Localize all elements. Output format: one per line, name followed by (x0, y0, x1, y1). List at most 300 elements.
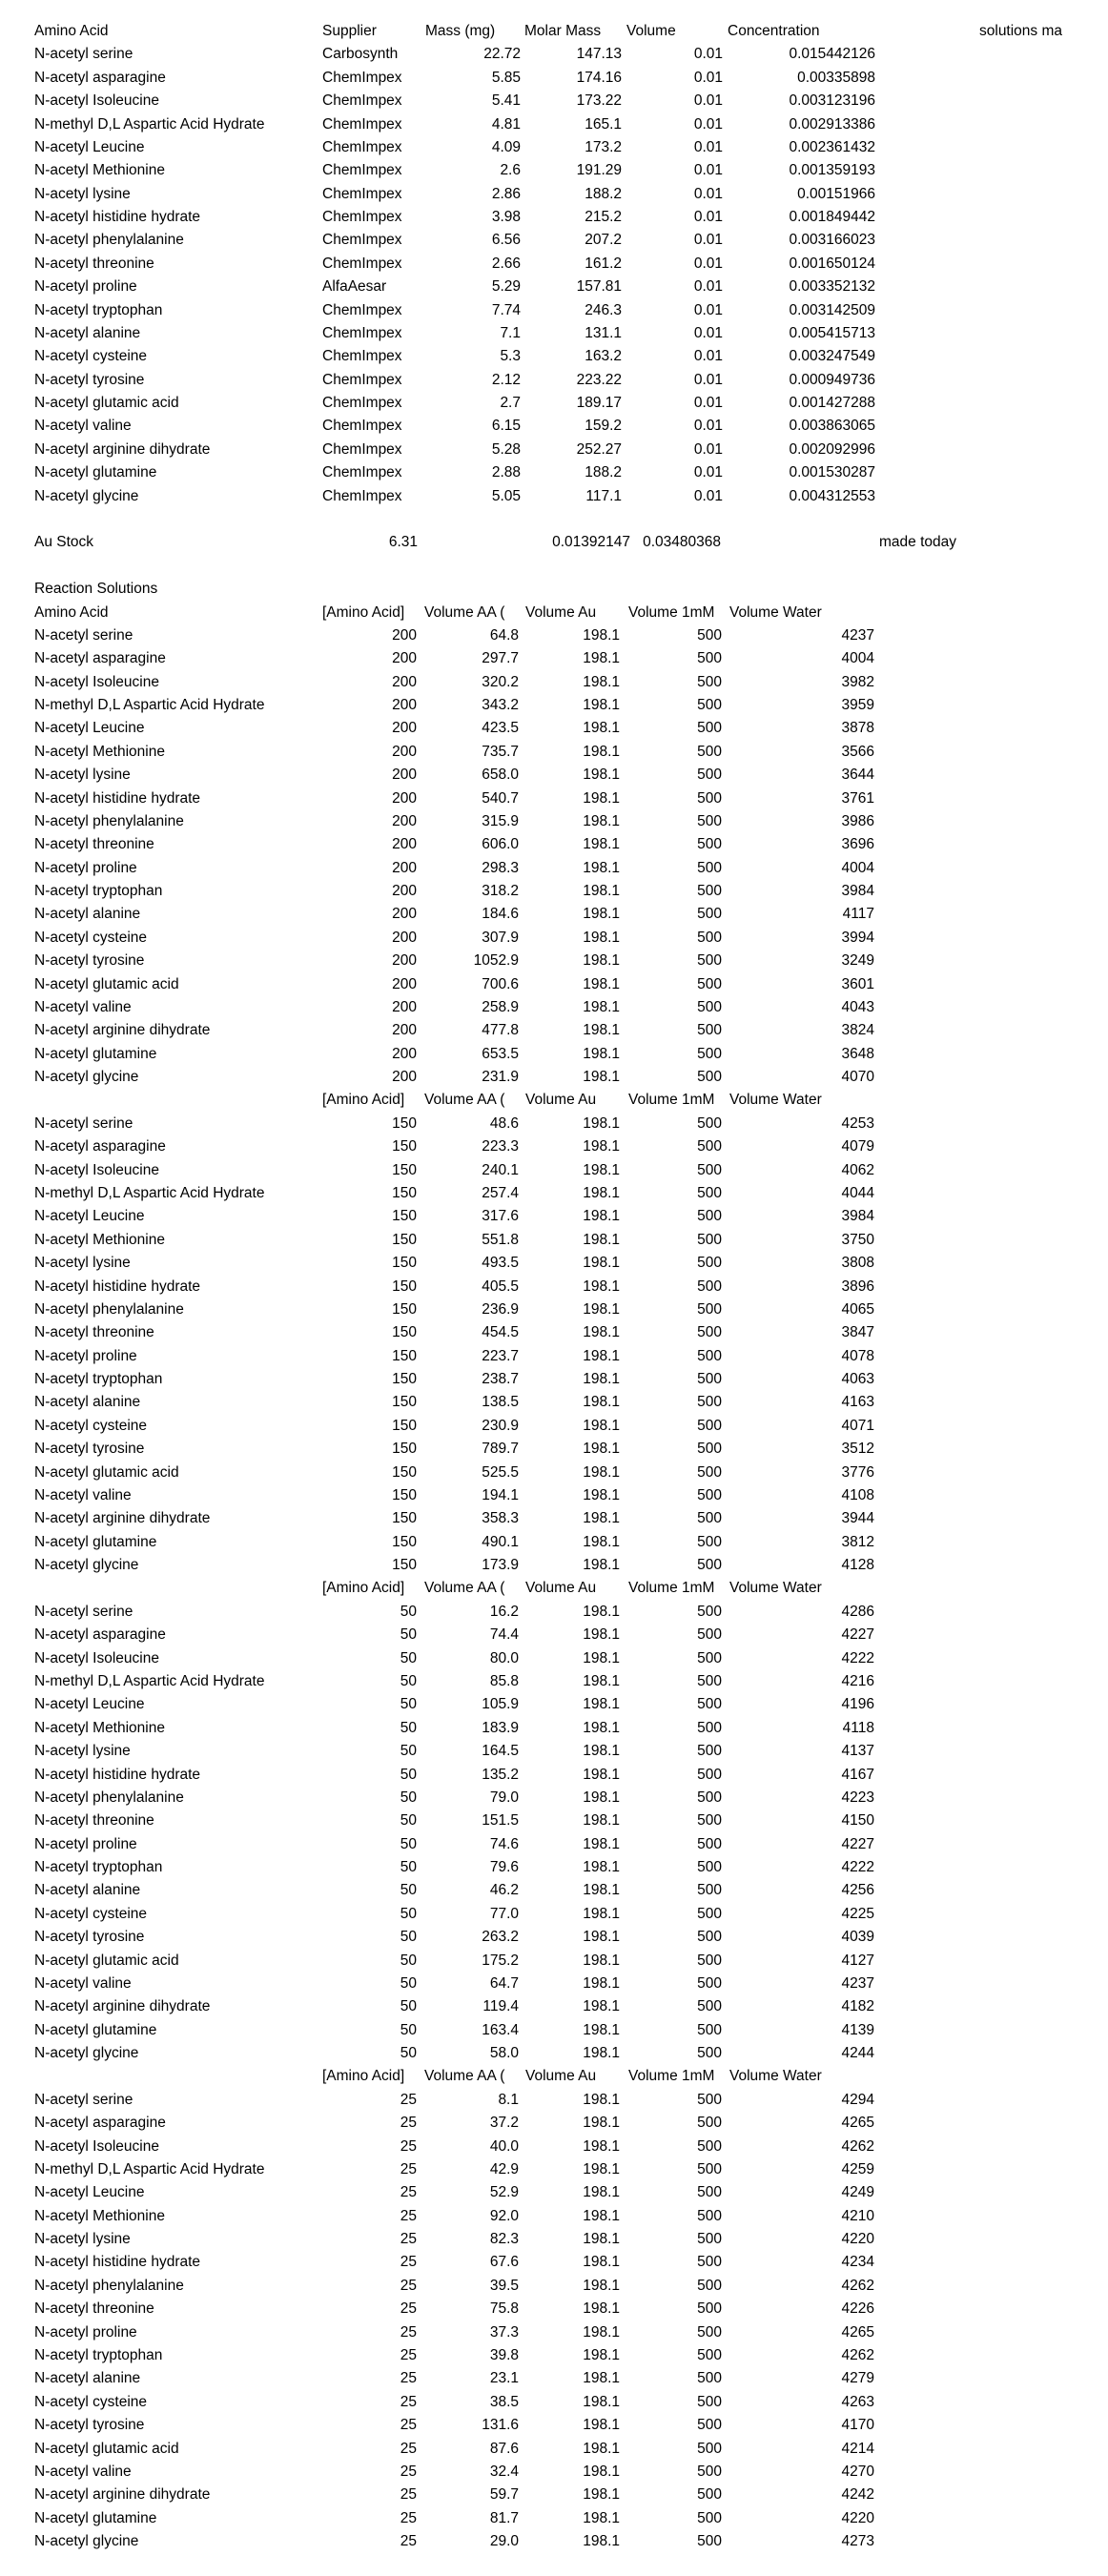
cell-volume-aa[interactable]: 82.3 (489, 2231, 519, 2248)
cell-volume-aa[interactable]: 551.8 (482, 1231, 519, 1248)
cell-amino-acid[interactable]: N-acetyl Leucine (34, 1208, 145, 1225)
cell-concentration[interactable]: 0.00335898 (797, 69, 875, 86)
cell-amino-acid[interactable]: N-acetyl glycine (34, 2045, 139, 2062)
cell-volume-aa[interactable]: 74.6 (489, 1835, 519, 1852)
cell-volume-1mm[interactable]: 500 (697, 2091, 722, 2108)
cell-volume-1mm[interactable]: 500 (697, 2137, 722, 2155)
cell-aa-concentration[interactable]: 200 (392, 1069, 417, 1086)
cell-aa-concentration[interactable]: 200 (392, 626, 417, 644)
cell-volume-1mm[interactable]: 500 (697, 998, 722, 1015)
cell-volume-1mm[interactable]: 500 (697, 1138, 722, 1155)
cell-volume-water[interactable]: 3249 (841, 952, 874, 970)
cell-volume-1mm[interactable]: 500 (697, 1974, 722, 1992)
cell-volume-1mm[interactable]: 500 (697, 2463, 722, 2480)
cell-volume-1mm[interactable]: 500 (697, 1208, 722, 1225)
cell-volume-water[interactable]: 4063 (841, 1371, 874, 1388)
cell-volume-water[interactable]: 4108 (841, 1486, 874, 1503)
cell-volume-1mm[interactable]: 500 (697, 1766, 722, 1783)
cell-amino-acid[interactable]: N-acetyl serine (34, 46, 133, 63)
cell-volume-water[interactable]: 4249 (841, 2184, 874, 2201)
cell-volume-water[interactable]: 3601 (841, 975, 874, 992)
cell-volume-au[interactable]: 198.1 (583, 1114, 620, 1132)
cell-amino-acid[interactable]: N-acetyl asparagine (34, 69, 166, 86)
cell-volume-water[interactable]: 4137 (841, 1743, 874, 1760)
cell-volume-water[interactable]: 4216 (841, 1672, 874, 1689)
cell-volume-1mm[interactable]: 500 (697, 1371, 722, 1388)
cell-concentration[interactable]: 0.001530287 (789, 464, 875, 481)
cell-volume-au[interactable]: 198.1 (583, 2533, 620, 2550)
cell-volume[interactable]: 0.01 (693, 209, 723, 226)
cell-aa-concentration[interactable]: 25 (400, 2486, 417, 2504)
cell-aa-concentration[interactable]: 50 (400, 1952, 417, 1969)
cell-volume-1mm[interactable]: 500 (697, 883, 722, 900)
cell-aa-concentration[interactable]: 50 (400, 1603, 417, 1620)
cell-amino-acid[interactable]: N-acetyl threonine (34, 255, 154, 272)
cell-volume-water[interactable]: 4214 (841, 2440, 874, 2457)
cell-volume-water[interactable]: 4150 (841, 1812, 874, 1830)
cell-amino-acid[interactable]: N-acetyl cysteine (34, 2393, 148, 2410)
cell-aa-concentration[interactable]: 200 (392, 906, 417, 923)
cell-volume-au[interactable]: 198.1 (583, 2463, 620, 2480)
cell-aa-concentration[interactable]: 50 (400, 1905, 417, 1922)
cell-amino-acid[interactable]: N-acetyl tryptophan (34, 2347, 163, 2363)
cell-volume-1mm[interactable]: 500 (697, 1557, 722, 1574)
cell-amino-acid[interactable]: N-acetyl tyrosine (34, 952, 145, 970)
cell-volume-water[interactable]: 4127 (841, 1952, 874, 1969)
cell-aa-concentration[interactable]: 50 (400, 1766, 417, 1783)
cell-volume-1mm[interactable]: 500 (697, 1463, 722, 1481)
cell-volume-au[interactable]: 198.1 (583, 1208, 620, 1225)
cell-volume-aa[interactable]: 236.9 (482, 1300, 519, 1318)
cell-volume-water[interactable]: 4065 (841, 1300, 874, 1318)
cell-volume-aa[interactable]: 175.2 (482, 1952, 519, 1969)
cell-volume-1mm[interactable]: 500 (697, 2440, 722, 2457)
cell-volume-water[interactable]: 4237 (841, 626, 874, 644)
cell-mass[interactable]: 4.81 (491, 115, 521, 133)
cell-amino-acid[interactable]: N-acetyl serine (34, 626, 133, 644)
cell-aa-concentration[interactable]: 150 (392, 1486, 417, 1503)
cell-volume-1mm[interactable]: 500 (697, 975, 722, 992)
cell-volume-water[interactable]: 3696 (841, 836, 874, 853)
cell-volume-aa[interactable]: 606.0 (482, 836, 519, 853)
cell-volume-au[interactable]: 198.1 (583, 2207, 620, 2224)
cell-volume-aa[interactable]: 263.2 (482, 1929, 519, 1946)
cell-volume-au[interactable]: 198.1 (583, 2300, 620, 2318)
cell-volume-au[interactable]: 198.1 (583, 1300, 620, 1318)
cell-amino-acid[interactable]: N-acetyl glutamine (34, 1045, 157, 1062)
cell-molar-mass[interactable]: 174.16 (576, 69, 622, 86)
cell-volume-aa[interactable]: 58.0 (489, 2045, 519, 2062)
cell-volume-water[interactable]: 4062 (841, 1161, 874, 1178)
cell-volume-water[interactable]: 4004 (841, 650, 874, 667)
cell-concentration[interactable]: 0.002913386 (789, 115, 875, 133)
cell-amino-acid[interactable]: N-acetyl Leucine (34, 720, 145, 737)
cell-amino-acid[interactable]: N-acetyl glutamine (34, 464, 157, 481)
cell-volume-aa[interactable]: 315.9 (482, 812, 519, 829)
cell-concentration[interactable]: 0.003142509 (789, 301, 875, 318)
cell-amino-acid[interactable]: N-acetyl histidine hydrate (34, 1766, 201, 1783)
cell-volume-aa[interactable]: 46.2 (489, 1882, 519, 1899)
cell-volume-au[interactable]: 198.1 (583, 1929, 620, 1946)
cell-volume-aa[interactable]: 540.7 (482, 789, 519, 807)
cell-amino-acid[interactable]: N-acetyl Isoleucine (34, 673, 159, 690)
cell-amino-acid[interactable]: N-acetyl phenylalanine (34, 1300, 184, 1318)
cell-amino-acid[interactable]: N-acetyl Leucine (34, 138, 145, 155)
cell-volume-water[interactable]: 4210 (841, 2207, 874, 2224)
cell-aa-concentration[interactable]: 200 (392, 1022, 417, 1039)
cell-aa-concentration[interactable]: 25 (400, 2370, 417, 2387)
cell-supplier[interactable]: ChemImpex (322, 301, 402, 318)
cell-molar-mass[interactable]: 159.2 (585, 418, 622, 435)
cell-amino-acid[interactable]: N-acetyl glycine (34, 1557, 139, 1574)
cell-volume-aa[interactable]: 658.0 (482, 767, 519, 784)
cell-molar-mass[interactable]: 117.1 (585, 487, 622, 504)
cell-amino-acid[interactable]: N-acetyl tyrosine (34, 2417, 145, 2434)
cell-amino-acid[interactable]: N-acetyl valine (34, 2463, 132, 2480)
cell-volume-1mm[interactable]: 500 (697, 1835, 722, 1852)
cell-concentration[interactable]: 0.003166023 (789, 232, 875, 249)
cell-volume-1mm[interactable]: 500 (697, 1859, 722, 1876)
cell-amino-acid[interactable]: N-acetyl valine (34, 418, 132, 435)
cell-volume-aa[interactable]: 29.0 (489, 2533, 519, 2550)
cell-aa-concentration[interactable]: 25 (400, 2091, 417, 2108)
cell-volume-1mm[interactable]: 500 (697, 1394, 722, 1411)
cell-volume[interactable]: 0.01 (693, 371, 723, 388)
cell-volume-1mm[interactable]: 500 (697, 1417, 722, 1434)
cell-volume-au[interactable]: 198.1 (583, 1324, 620, 1341)
cell-concentration[interactable]: 0.002092996 (789, 440, 875, 458)
cell-amino-acid[interactable]: N-acetyl asparagine (34, 1626, 166, 1644)
cell-aa-concentration[interactable]: 150 (392, 1533, 417, 1550)
cell-volume-au[interactable]: 198.1 (583, 626, 620, 644)
cell-amino-acid[interactable]: N-acetyl glutamic acid (34, 2440, 179, 2457)
cell-volume[interactable]: 0.01 (693, 440, 723, 458)
cell-volume-aa[interactable]: 39.5 (489, 2277, 519, 2294)
cell-amino-acid[interactable]: N-acetyl tryptophan (34, 301, 163, 318)
cell-volume-1mm[interactable]: 500 (697, 2160, 722, 2177)
header-volume-au[interactable]: Volume Au (525, 1092, 597, 1109)
cell-volume-1mm[interactable]: 500 (697, 1812, 722, 1830)
cell-volume-aa[interactable]: 16.2 (489, 1603, 519, 1620)
cell-amino-acid[interactable]: N-acetyl histidine hydrate (34, 2254, 201, 2271)
cell-aa-concentration[interactable]: 200 (392, 720, 417, 737)
cell-supplier[interactable]: ChemImpex (322, 418, 402, 435)
cell-volume-au[interactable]: 198.1 (583, 1371, 620, 1388)
cell-volume-1mm[interactable]: 500 (697, 2207, 722, 2224)
cell-volume-au[interactable]: 198.1 (583, 789, 620, 807)
header-volume-au[interactable]: Volume Au (525, 1580, 597, 1597)
cell-concentration[interactable]: 0.001359193 (789, 162, 875, 179)
cell-amino-acid[interactable]: N-acetyl Methionine (34, 162, 165, 179)
header-amino-acid[interactable]: Amino Acid (34, 603, 109, 621)
cell-volume-water[interactable]: 4117 (842, 906, 874, 923)
cell-supplier[interactable]: ChemImpex (322, 209, 402, 226)
cell-amino-acid[interactable]: N-acetyl glycine (34, 487, 139, 504)
cell-molar-mass[interactable]: 207.2 (585, 232, 622, 249)
cell-aa-concentration[interactable]: 150 (392, 1324, 417, 1341)
cell-volume-1mm[interactable]: 500 (697, 2323, 722, 2341)
cell-volume-aa[interactable]: 238.7 (482, 1371, 519, 1388)
cell-supplier[interactable]: ChemImpex (322, 115, 402, 133)
cell-volume-au[interactable]: 198.1 (583, 1069, 620, 1086)
cell-aa-concentration[interactable]: 200 (392, 952, 417, 970)
cell-volume-aa[interactable]: 318.2 (482, 883, 519, 900)
cell-volume-aa[interactable]: 297.7 (482, 650, 519, 667)
cell-aa-concentration[interactable]: 50 (400, 1789, 417, 1806)
cell-amino-acid[interactable]: N-acetyl arginine dihydrate (34, 440, 211, 458)
cell-amino-acid[interactable]: N-acetyl lysine (34, 1743, 131, 1760)
cell-volume-water[interactable]: 3648 (841, 1045, 874, 1062)
cell-amino-acid[interactable]: N-acetyl tryptophan (34, 1371, 163, 1388)
cell-aa-concentration[interactable]: 200 (392, 789, 417, 807)
cell-volume-au[interactable]: 198.1 (583, 1463, 620, 1481)
cell-mass[interactable]: 7.74 (491, 301, 521, 318)
cell-aa-concentration[interactable]: 50 (400, 1672, 417, 1689)
cell-volume-aa[interactable]: 59.7 (489, 2486, 519, 2504)
cell-volume-au[interactable]: 198.1 (583, 975, 620, 992)
reaction-solutions-title[interactable]: Reaction Solutions (34, 581, 158, 598)
header-volume-aa[interactable]: Volume AA ( (424, 1092, 505, 1109)
cell-volume-water[interactable]: 4044 (841, 1185, 874, 1201)
cell-volume-aa[interactable]: 75.8 (489, 2300, 519, 2318)
cell-concentration[interactable]: 0.001849442 (789, 209, 875, 226)
cell-volume-1mm[interactable]: 500 (697, 1324, 722, 1341)
cell-volume-au[interactable]: 198.1 (583, 1185, 620, 1201)
cell-volume-au[interactable]: 198.1 (583, 673, 620, 690)
cell-volume-water[interactable]: 4182 (841, 1998, 874, 2015)
cell-volume-1mm[interactable]: 500 (697, 2347, 722, 2363)
cell-amino-acid[interactable]: N-acetyl tyrosine (34, 1929, 145, 1946)
cell-amino-acid[interactable]: N-acetyl Isoleucine (34, 92, 159, 110)
cell-volume-1mm[interactable]: 500 (697, 1022, 722, 1039)
cell-volume-1mm[interactable]: 500 (697, 1441, 722, 1458)
cell-aa-concentration[interactable]: 25 (400, 2277, 417, 2294)
cell-aa-concentration[interactable]: 200 (392, 812, 417, 829)
cell-volume-aa[interactable]: 23.1 (489, 2370, 519, 2387)
cell-volume-1mm[interactable]: 500 (697, 929, 722, 946)
cell-volume-aa[interactable]: 64.8 (489, 626, 519, 644)
cell-volume-au[interactable]: 198.1 (583, 1441, 620, 1458)
cell-volume-water[interactable]: 4237 (841, 1974, 874, 1992)
cell-concentration[interactable]: 0.003863065 (789, 418, 875, 435)
cell-volume-1mm[interactable]: 500 (697, 2417, 722, 2434)
cell-amino-acid[interactable]: N-acetyl Isoleucine (34, 2137, 159, 2155)
cell-volume-water[interactable]: 4270 (841, 2463, 874, 2480)
cell-volume-aa[interactable]: 48.6 (489, 1114, 519, 1132)
cell-molar-mass[interactable]: 223.22 (576, 371, 622, 388)
cell-supplier[interactable]: ChemImpex (322, 440, 402, 458)
cell-amino-acid[interactable]: N-acetyl tyrosine (34, 1441, 145, 1458)
cell-amino-acid[interactable]: N-acetyl tyrosine (34, 371, 145, 388)
cell-volume-au[interactable]: 198.1 (583, 1672, 620, 1689)
cell-aa-concentration[interactable]: 50 (400, 2045, 417, 2062)
cell-mass[interactable]: 5.05 (491, 487, 521, 504)
cell-concentration[interactable]: 0.001650124 (789, 255, 875, 272)
au-stock-mass[interactable]: 6.31 (388, 534, 418, 551)
cell-aa-concentration[interactable]: 200 (392, 767, 417, 784)
cell-volume-au[interactable]: 198.1 (583, 1278, 620, 1295)
cell-volume-water[interactable]: 4139 (841, 2021, 874, 2038)
cell-aa-concentration[interactable]: 50 (400, 2021, 417, 2038)
cell-mass[interactable]: 7.1 (500, 324, 521, 341)
cell-volume[interactable]: 0.01 (693, 395, 723, 412)
cell-volume-1mm[interactable]: 500 (697, 1998, 722, 2015)
cell-volume-aa[interactable]: 317.6 (482, 1208, 519, 1225)
cell-amino-acid[interactable]: N-acetyl Methionine (34, 743, 165, 760)
cell-aa-concentration[interactable]: 200 (392, 998, 417, 1015)
cell-volume-1mm[interactable]: 500 (697, 1510, 722, 1527)
cell-volume-aa[interactable]: 358.3 (482, 1510, 519, 1527)
cell-concentration[interactable]: 0.00151966 (797, 185, 875, 202)
cell-aa-concentration[interactable]: 25 (400, 2300, 417, 2318)
cell-volume-au[interactable]: 198.1 (583, 2091, 620, 2108)
cell-volume-water[interactable]: 4163 (841, 1394, 874, 1411)
cell-aa-concentration[interactable]: 200 (392, 929, 417, 946)
cell-volume-water[interactable]: 4220 (841, 2231, 874, 2248)
cell-volume-au[interactable]: 198.1 (583, 2231, 620, 2248)
cell-molar-mass[interactable]: 161.2 (585, 255, 622, 272)
cell-volume-au[interactable]: 198.1 (583, 2137, 620, 2155)
cell-volume-1mm[interactable]: 500 (697, 1672, 722, 1689)
cell-volume[interactable]: 0.01 (693, 232, 723, 249)
cell-volume-aa[interactable]: 184.6 (482, 906, 519, 923)
cell-volume-1mm[interactable]: 500 (697, 1905, 722, 1922)
cell-amino-acid[interactable]: N-acetyl lysine (34, 185, 131, 202)
cell-volume-au[interactable]: 198.1 (583, 2277, 620, 2294)
header-volume[interactable]: Volume (626, 23, 676, 39)
cell-molar-mass[interactable]: 131.1 (585, 324, 622, 341)
header-volume-aa[interactable]: Volume AA ( (424, 1580, 505, 1597)
cell-volume-water[interactable]: 4196 (841, 1696, 874, 1713)
cell-volume-au[interactable]: 198.1 (583, 1161, 620, 1178)
cell-volume-1mm[interactable]: 500 (697, 2393, 722, 2410)
cell-amino-acid[interactable]: N-acetyl glutamic acid (34, 975, 179, 992)
cell-volume-water[interactable]: 4265 (841, 2115, 874, 2132)
cell-supplier[interactable]: ChemImpex (322, 348, 402, 365)
cell-amino-acid[interactable]: N-acetyl alanine (34, 2370, 141, 2387)
cell-amino-acid[interactable]: N-acetyl serine (34, 2091, 133, 2108)
cell-supplier[interactable]: ChemImpex (322, 232, 402, 249)
cell-amino-acid[interactable]: N-acetyl cysteine (34, 1417, 148, 1434)
cell-volume-1mm[interactable]: 500 (697, 1045, 722, 1062)
cell-mass[interactable]: 6.56 (491, 232, 521, 249)
cell-mass[interactable]: 5.85 (491, 69, 521, 86)
cell-amino-acid[interactable]: N-acetyl asparagine (34, 650, 166, 667)
header-supplier[interactable]: Supplier (322, 23, 377, 39)
cell-volume-water[interactable]: 4279 (841, 2370, 874, 2387)
cell-volume-aa[interactable]: 85.8 (489, 1672, 519, 1689)
cell-volume-aa[interactable]: 223.3 (482, 1138, 519, 1155)
cell-volume-aa[interactable]: 80.0 (489, 1649, 519, 1666)
cell-mass[interactable]: 2.7 (500, 395, 521, 412)
cell-amino-acid[interactable]: N-acetyl glutamic acid (34, 1463, 179, 1481)
cell-volume-aa[interactable]: 40.0 (489, 2137, 519, 2155)
cell-volume-1mm[interactable]: 500 (697, 650, 722, 667)
cell-volume-water[interactable]: 3776 (841, 1463, 874, 1481)
cell-supplier[interactable]: AlfaAesar (322, 278, 387, 296)
cell-volume-au[interactable]: 198.1 (583, 1603, 620, 1620)
cell-amino-acid[interactable]: N-acetyl glycine (34, 2533, 139, 2550)
cell-volume-water[interactable]: 4265 (841, 2323, 874, 2341)
cell-aa-concentration[interactable]: 200 (392, 650, 417, 667)
cell-aa-concentration[interactable]: 150 (392, 1255, 417, 1272)
cell-volume-au[interactable]: 198.1 (583, 2347, 620, 2363)
cell-volume-1mm[interactable]: 500 (697, 1278, 722, 1295)
cell-volume-aa[interactable]: 79.0 (489, 1789, 519, 1806)
cell-volume-water[interactable]: 4079 (841, 1138, 874, 1155)
cell-volume-aa[interactable]: 454.5 (482, 1324, 519, 1341)
cell-aa-concentration[interactable]: 150 (392, 1161, 417, 1178)
cell-volume[interactable]: 0.01 (693, 69, 723, 86)
cell-volume-1mm[interactable]: 500 (697, 1069, 722, 1086)
cell-aa-concentration[interactable]: 200 (392, 673, 417, 690)
cell-volume-au[interactable]: 198.1 (583, 1231, 620, 1248)
cell-amino-acid[interactable]: N-acetyl alanine (34, 324, 141, 341)
cell-volume-1mm[interactable]: 500 (697, 1300, 722, 1318)
cell-volume-aa[interactable]: 700.6 (482, 975, 519, 992)
cell-volume-au[interactable]: 198.1 (583, 1626, 620, 1644)
cell-volume-aa[interactable]: 39.8 (489, 2347, 519, 2363)
cell-volume-1mm[interactable]: 500 (697, 743, 722, 760)
header-volume-water[interactable]: Volume Water (729, 603, 822, 621)
cell-volume-au[interactable]: 198.1 (583, 2323, 620, 2341)
cell-volume-aa[interactable]: 52.9 (489, 2184, 519, 2201)
cell-amino-acid[interactable]: N-acetyl arginine dihydrate (34, 1510, 211, 1527)
cell-volume-1mm[interactable]: 500 (697, 1533, 722, 1550)
au-stock-value-a[interactable]: 0.01392147 (552, 534, 630, 551)
cell-volume[interactable]: 0.01 (693, 46, 723, 63)
cell-volume-au[interactable]: 198.1 (583, 720, 620, 737)
cell-amino-acid[interactable]: N-acetyl proline (34, 1835, 137, 1852)
cell-aa-concentration[interactable]: 25 (400, 2417, 417, 2434)
cell-volume-1mm[interactable]: 500 (697, 1789, 722, 1806)
cell-supplier[interactable]: ChemImpex (322, 138, 402, 155)
cell-aa-concentration[interactable]: 25 (400, 2254, 417, 2271)
cell-volume[interactable]: 0.01 (693, 162, 723, 179)
cell-volume-aa[interactable]: 735.7 (482, 743, 519, 760)
cell-volume[interactable]: 0.01 (693, 278, 723, 296)
cell-concentration[interactable]: 0.002361432 (789, 138, 875, 155)
cell-volume-water[interactable]: 4170 (841, 2417, 874, 2434)
cell-molar-mass[interactable]: 163.2 (585, 348, 622, 365)
cell-volume-1mm[interactable]: 500 (697, 2115, 722, 2132)
cell-aa-concentration[interactable]: 25 (400, 2533, 417, 2550)
cell-volume-1mm[interactable]: 500 (697, 2045, 722, 2062)
cell-aa-concentration[interactable]: 50 (400, 1835, 417, 1852)
cell-volume-1mm[interactable]: 500 (697, 1231, 722, 1248)
cell-amino-acid[interactable]: N-acetyl glutamic acid (34, 395, 179, 412)
cell-volume-water[interactable]: 4263 (841, 2393, 874, 2410)
cell-volume-au[interactable]: 198.1 (583, 836, 620, 853)
cell-volume-water[interactable]: 4256 (841, 1882, 874, 1899)
cell-aa-concentration[interactable]: 25 (400, 2393, 417, 2410)
cell-volume-au[interactable]: 198.1 (583, 1394, 620, 1411)
cell-volume-au[interactable]: 198.1 (583, 2393, 620, 2410)
cell-supplier[interactable]: ChemImpex (322, 185, 402, 202)
cell-molar-mass[interactable]: 189.17 (576, 395, 622, 412)
cell-molar-mass[interactable]: 173.2 (585, 138, 622, 155)
cell-volume-water[interactable]: 4128 (841, 1557, 874, 1574)
cell-amino-acid[interactable]: N-acetyl cysteine (34, 1905, 148, 1922)
cell-amino-acid[interactable]: N-acetyl lysine (34, 767, 131, 784)
cell-supplier[interactable]: Carbosynth (322, 46, 399, 63)
cell-volume-aa[interactable]: 79.6 (489, 1859, 519, 1876)
cell-aa-concentration[interactable]: 50 (400, 1719, 417, 1736)
header-concentration[interactable]: Concentration (728, 23, 820, 39)
cell-volume-au[interactable]: 198.1 (583, 1835, 620, 1852)
cell-amino-acid[interactable]: N-acetyl proline (34, 859, 137, 876)
cell-volume-aa[interactable]: 653.5 (482, 1045, 519, 1062)
